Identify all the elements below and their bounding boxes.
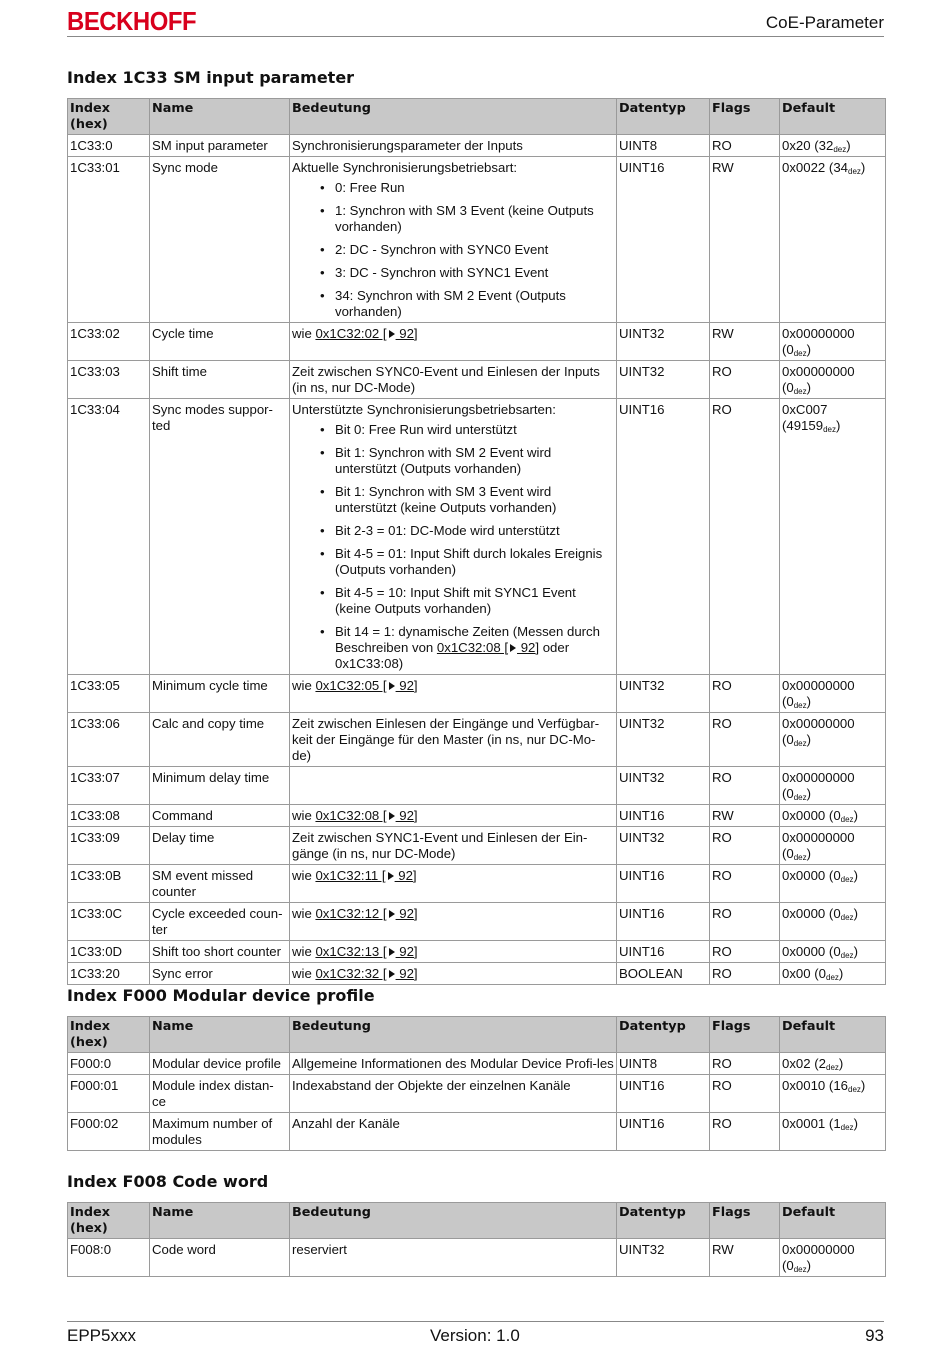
table-header-row — [68, 99, 886, 135]
page-arrow-icon — [389, 970, 395, 978]
link-page: 92] — [395, 966, 418, 981]
table-row — [68, 805, 886, 827]
meaning-text: Aktuelle Synchronisierungsbetriebsart: — [292, 160, 518, 175]
flags-cell: RO — [710, 1053, 780, 1075]
default-value: 0x00000000 (0 — [782, 326, 855, 357]
meaning-cell — [290, 135, 617, 157]
decimal-subscript: dez — [826, 973, 839, 982]
default-cell — [780, 827, 886, 865]
column-header: Bedeutung — [290, 1203, 617, 1239]
flags-cell: RW — [710, 323, 780, 361]
table-1c33 — [67, 98, 886, 985]
cross-reference-link[interactable] — [315, 808, 417, 823]
name-cell: Shift time — [150, 361, 290, 399]
meaning-cell — [290, 865, 617, 903]
default-cell — [780, 399, 886, 675]
meaning-bullet-list — [292, 180, 614, 320]
datatype-cell: UINT8 — [617, 135, 710, 157]
default-close: ) — [806, 846, 812, 861]
default-value: 0x00000000 (0 — [782, 364, 855, 395]
page-arrow-icon — [389, 812, 395, 820]
meaning-cell — [290, 323, 617, 361]
datatype-cell: UINT16 — [617, 157, 710, 323]
link-page: 92] — [395, 678, 418, 693]
decimal-subscript: dez — [793, 853, 807, 862]
name-cell: Shift too short counter — [150, 941, 290, 963]
default-close: ) — [860, 1078, 866, 1093]
meaning-cell — [290, 1239, 617, 1277]
name-cell: Sync modes suppor-ted — [150, 399, 290, 675]
default-close: ) — [846, 138, 851, 153]
header-divider — [67, 36, 884, 37]
table-header-row — [68, 1017, 886, 1053]
name-cell: SM input parameter — [150, 135, 290, 157]
default-cell — [780, 1239, 886, 1277]
table-row — [68, 675, 886, 713]
decimal-subscript: dez — [848, 1085, 861, 1094]
table-header-row — [68, 1203, 886, 1239]
flags-cell: RW — [710, 805, 780, 827]
index-cell: 1C33:20 — [68, 963, 150, 985]
datatype-cell: UINT16 — [617, 865, 710, 903]
index-cell: 1C33:04 — [68, 399, 150, 675]
meaning-cell — [290, 1113, 617, 1151]
default-cell — [780, 805, 886, 827]
default-close: ) — [806, 342, 812, 357]
column-header: Default — [780, 1017, 886, 1053]
name-cell: SM event missed counter — [150, 865, 290, 903]
bullet-item: • Bit 1: Synchron with SM 3 Event wird unterstützt (keine Outputs vorhanden) — [320, 484, 614, 516]
meaning-cell — [290, 903, 617, 941]
default-close: ) — [806, 786, 812, 801]
meaning-cell — [290, 399, 617, 675]
default-close: ) — [806, 380, 812, 395]
link-label: 0x1C32:32 [ — [315, 966, 387, 981]
meaning-cell — [290, 1053, 617, 1075]
datatype-cell: UINT32 — [617, 767, 710, 805]
decimal-subscript: dez — [823, 425, 836, 434]
bullet-item: • Bit 0: Free Run wird unterstützt — [320, 422, 614, 438]
meaning-cell — [290, 1075, 617, 1113]
default-cell — [780, 903, 886, 941]
column-header: Name — [150, 99, 290, 135]
default-cell — [780, 1113, 886, 1151]
name-cell: Modular device profile — [150, 1053, 290, 1075]
table-row — [68, 865, 886, 903]
flags-cell: RO — [710, 135, 780, 157]
default-value: 0x00000000 (0 — [782, 678, 855, 709]
column-header: Datentyp — [617, 1017, 710, 1053]
page-arrow-icon — [389, 910, 395, 918]
default-cell — [780, 1075, 886, 1113]
index-cell: 1C33:01 — [68, 157, 150, 323]
decimal-subscript: dez — [826, 1063, 839, 1072]
meaning-cell — [290, 157, 617, 323]
datatype-cell: UINT16 — [617, 805, 710, 827]
datatype-cell: UINT32 — [617, 323, 710, 361]
column-header: Bedeutung — [290, 1017, 617, 1053]
table-row — [68, 1075, 886, 1113]
decimal-subscript: dez — [793, 1265, 807, 1274]
meaning-text: Anzahl der Kanäle — [292, 1116, 400, 1131]
default-value: 0x0010 (16 — [782, 1078, 848, 1093]
page-arrow-icon — [388, 872, 394, 880]
meaning-text: Zeit zwischen SYNC1-Event und Einlesen der Ein-gänge (in ns, nur DC-Mode) — [292, 830, 588, 861]
meaning-cell — [290, 827, 617, 865]
index-cell: 1C33:08 — [68, 805, 150, 827]
decimal-subscript: dez — [840, 951, 854, 960]
datatype-cell: UINT32 — [617, 1239, 710, 1277]
default-cell — [780, 1053, 886, 1075]
datatype-cell: UINT32 — [617, 827, 710, 865]
name-cell: Maximum number of modules — [150, 1113, 290, 1151]
flags-cell: RO — [710, 361, 780, 399]
meaning-cell — [290, 805, 617, 827]
default-close: ) — [806, 1258, 812, 1273]
section-title-1c33: Index 1C33 SM input parameter — [67, 68, 355, 87]
bullet-item — [320, 624, 614, 672]
decimal-subscript: dez — [840, 815, 854, 824]
default-close: ) — [806, 694, 812, 709]
column-header: Flags — [710, 99, 780, 135]
flags-cell: RW — [710, 1239, 780, 1277]
cross-reference-link[interactable] — [315, 966, 417, 981]
reference-prefix: Bit 14 = 1: dynamische Zeiten (Messen durch Beschreiben von — [335, 624, 600, 655]
default-value: 0x00000000 (0 — [782, 716, 855, 747]
page-arrow-icon — [389, 330, 395, 338]
name-cell: Cycle exceeded coun-ter — [150, 903, 290, 941]
reference-prefix: wie — [292, 868, 316, 883]
reference-prefix: wie — [292, 944, 316, 959]
decimal-subscript: dez — [840, 875, 854, 884]
flags-cell: RO — [710, 713, 780, 767]
default-cell — [780, 157, 886, 323]
name-cell: Minimum cycle time — [150, 675, 290, 713]
link-page: 92] — [395, 906, 418, 921]
decimal-subscript: dez — [793, 387, 807, 396]
default-close: ) — [860, 160, 866, 175]
bullet-item: • Bit 1: Synchron with SM 2 Event wird unterstützt (Outputs vorhanden) — [320, 445, 614, 477]
reference-prefix: wie — [292, 678, 316, 693]
cross-reference-link[interactable] — [315, 868, 416, 883]
bullet-item: • 3: DC - Synchron with SYNC1 Event — [320, 265, 614, 281]
flags-cell: RO — [710, 1075, 780, 1113]
table-row — [68, 399, 886, 675]
table-row — [68, 135, 886, 157]
column-header: Datentyp — [617, 1203, 710, 1239]
index-cell: 1C33:06 — [68, 713, 150, 767]
index-cell: 1C33:09 — [68, 827, 150, 865]
default-close: ) — [853, 1116, 858, 1131]
table-row — [68, 361, 886, 399]
name-cell: Module index distan-ce — [150, 1075, 290, 1113]
default-value: 0x00000000 (0 — [782, 1242, 855, 1273]
page-arrow-icon — [389, 948, 395, 956]
table-f008 — [67, 1202, 886, 1277]
decimal-subscript: dez — [848, 167, 861, 176]
datatype-cell: UINT32 — [617, 713, 710, 767]
section-title-f000: Index F000 Modular device profile — [67, 986, 375, 1005]
default-value: 0x00 (0 — [782, 966, 826, 981]
flags-cell: RO — [710, 903, 780, 941]
index-cell: 1C33:0B — [68, 865, 150, 903]
column-header: Name — [150, 1203, 290, 1239]
default-cell — [780, 941, 886, 963]
default-value: 0x0000 (0 — [782, 868, 841, 883]
decimal-subscript: dez — [793, 349, 807, 358]
bullet-item: • 34: Synchron with SM 2 Event (Outputs vorhanden) — [320, 288, 614, 320]
table-row — [68, 713, 886, 767]
flags-cell: RO — [710, 675, 780, 713]
table-row — [68, 157, 886, 323]
link-label: 0x1C32:13 [ — [315, 944, 387, 959]
meaning-cell — [290, 713, 617, 767]
datatype-cell: UINT16 — [617, 941, 710, 963]
default-close: ) — [838, 1056, 844, 1071]
default-cell — [780, 135, 886, 157]
index-cell: 1C33:03 — [68, 361, 150, 399]
footer-product: EPP5xxx — [67, 1326, 136, 1345]
default-cell — [780, 865, 886, 903]
table-row — [68, 1053, 886, 1075]
index-cell: F000:01 — [68, 1075, 150, 1113]
name-cell: Sync mode — [150, 157, 290, 323]
default-close: ) — [853, 868, 858, 883]
index-cell: 1C33:0 — [68, 135, 150, 157]
table-row — [68, 1113, 886, 1151]
bullet-item: • Bit 4-5 = 10: Input Shift mit SYNC1 Event (keine Outputs vorhanden) — [320, 585, 614, 617]
column-header: Flags — [710, 1017, 780, 1053]
default-cell — [780, 675, 886, 713]
datatype-cell: UINT32 — [617, 361, 710, 399]
index-cell: 1C33:05 — [68, 675, 150, 713]
footer-divider — [67, 1321, 884, 1322]
flags-cell: RW — [710, 157, 780, 323]
datatype-cell: UINT16 — [617, 903, 710, 941]
default-value: 0x00000000 (0 — [782, 830, 855, 861]
datatype-cell: BOOLEAN — [617, 963, 710, 985]
default-value: 0x20 (32 — [782, 138, 834, 153]
link-label: 0x1C32:02 [ — [315, 326, 387, 341]
name-cell: Calc and copy time — [150, 713, 290, 767]
page-arrow-icon — [389, 682, 395, 690]
column-header: Flags — [710, 1203, 780, 1239]
reference-prefix: wie — [292, 326, 316, 341]
decimal-subscript: dez — [840, 1123, 854, 1132]
datatype-cell: UINT16 — [617, 1075, 710, 1113]
column-header: Index (hex) — [68, 99, 150, 135]
name-cell: Sync error — [150, 963, 290, 985]
flags-cell: RO — [710, 399, 780, 675]
page-arrow-icon — [510, 644, 516, 652]
default-close: ) — [835, 418, 841, 433]
default-value: 0x0001 (1 — [782, 1116, 841, 1131]
table-row — [68, 941, 886, 963]
bullet-item: • 1: Synchron with SM 3 Event (keine Outputs vorhanden) — [320, 203, 614, 235]
index-cell: 1C33:02 — [68, 323, 150, 361]
decimal-subscript: dez — [840, 913, 854, 922]
meaning-cell — [290, 361, 617, 399]
index-cell: 1C33:0C — [68, 903, 150, 941]
default-value: 0x0000 (0 — [782, 944, 841, 959]
name-cell: Minimum delay time — [150, 767, 290, 805]
meaning-cell — [290, 767, 617, 805]
name-cell: Code word — [150, 1239, 290, 1277]
default-value: 0x00000000 (0 — [782, 770, 855, 801]
decimal-subscript: dez — [793, 739, 807, 748]
default-cell — [780, 963, 886, 985]
index-cell: F000:0 — [68, 1053, 150, 1075]
index-cell: 1C33:07 — [68, 767, 150, 805]
meaning-bullet-list — [292, 422, 614, 672]
index-cell: F000:02 — [68, 1113, 150, 1151]
datatype-cell: UINT16 — [617, 399, 710, 675]
meaning-text: Zeit zwischen SYNC0-Event und Einlesen der Inputs (in ns, nur DC-Mode) — [292, 364, 600, 395]
default-cell — [780, 323, 886, 361]
footer-version: Version: 1.0 — [430, 1326, 520, 1345]
index-cell: F008:0 — [68, 1239, 150, 1277]
link-page: 92] — [395, 944, 418, 959]
meaning-text: reserviert — [292, 1242, 347, 1257]
cross-reference-link[interactable] — [315, 326, 417, 341]
default-value: 0x0000 (0 — [782, 808, 841, 823]
meaning-cell — [290, 941, 617, 963]
beckhoff-logo: BECKHOFF — [67, 6, 197, 36]
table-row — [68, 827, 886, 865]
datatype-cell: UINT16 — [617, 1113, 710, 1151]
flags-cell: RO — [710, 865, 780, 903]
decimal-subscript: dez — [793, 701, 807, 710]
section-title-f008: Index F008 Code word — [67, 1172, 269, 1191]
flags-cell: RO — [710, 963, 780, 985]
table-row — [68, 1239, 886, 1277]
datatype-cell: UINT32 — [617, 675, 710, 713]
default-close: ) — [838, 966, 844, 981]
table-row — [68, 903, 886, 941]
default-close: ) — [853, 906, 858, 921]
reference-prefix: wie — [292, 906, 316, 921]
link-label: 0x1C32:08 [ — [436, 640, 509, 655]
column-header: Datentyp — [617, 99, 710, 135]
bullet-item: • Bit 4-5 = 01: Input Shift durch lokales Ereignis (Outputs vorhanden) — [320, 546, 614, 578]
footer-page-number: 93 — [865, 1326, 884, 1345]
flags-cell: RO — [710, 767, 780, 805]
link-label: 0x1C32:08 [ — [315, 808, 387, 823]
cross-reference-link[interactable] — [315, 944, 417, 959]
default-close: ) — [806, 732, 812, 747]
column-header: Index (hex) — [68, 1203, 150, 1239]
default-cell — [780, 713, 886, 767]
name-cell: Delay time — [150, 827, 290, 865]
default-cell — [780, 361, 886, 399]
reference-prefix: wie — [292, 966, 316, 981]
cross-reference-link[interactable] — [437, 640, 539, 655]
table-row — [68, 323, 886, 361]
default-value: 0x0000 (0 — [782, 906, 841, 921]
column-header: Index (hex) — [68, 1017, 150, 1053]
meaning-text: Synchronisierungsparameter der Inputs — [292, 138, 523, 153]
decimal-subscript: dez — [793, 793, 807, 802]
default-value: 0x0022 (34 — [782, 160, 848, 175]
bullet-item: • Bit 2-3 = 01: DC-Mode wird unterstützt — [320, 523, 614, 539]
column-header: Bedeutung — [290, 99, 617, 135]
link-page: 92] — [517, 640, 540, 655]
bullet-item: • 2: DC - Synchron with SYNC0 Event — [320, 242, 614, 258]
meaning-cell — [290, 963, 617, 985]
flags-cell: RO — [710, 827, 780, 865]
header-title: CoE-Parameter — [765, 13, 884, 32]
meaning-text: Allgemeine Informationen des Modular Device Profi-les — [292, 1056, 614, 1071]
name-cell: Cycle time — [150, 323, 290, 361]
index-cell: 1C33:0D — [68, 941, 150, 963]
default-value: 0xC007 (49159 — [782, 402, 828, 433]
name-cell: Command — [150, 805, 290, 827]
table-row — [68, 963, 886, 985]
reference-suffix: oder 0x1C33:08) — [335, 640, 570, 671]
bullet-item: • 0: Free Run — [320, 180, 614, 196]
default-value: 0x02 (2 — [782, 1056, 826, 1071]
link-label: 0x1C32:11 [ — [315, 868, 386, 883]
cross-reference-link[interactable] — [315, 678, 417, 693]
table-f000 — [67, 1016, 886, 1151]
link-page: 92] — [394, 868, 417, 883]
column-header: Default — [780, 99, 886, 135]
link-page: 92] — [395, 326, 418, 341]
flags-cell: RO — [710, 1113, 780, 1151]
meaning-text: Indexabstand der Objekte der einzelnen Kanäle — [292, 1078, 571, 1093]
link-page: 92] — [395, 808, 418, 823]
cross-reference-link[interactable] — [315, 906, 417, 921]
default-cell — [780, 767, 886, 805]
link-label: 0x1C32:05 [ — [315, 678, 387, 693]
meaning-cell — [290, 675, 617, 713]
datatype-cell: UINT8 — [617, 1053, 710, 1075]
default-close: ) — [853, 944, 858, 959]
column-header: Name — [150, 1017, 290, 1053]
link-label: 0x1C32:12 [ — [315, 906, 387, 921]
flags-cell: RO — [710, 941, 780, 963]
meaning-text: Zeit zwischen Einlesen der Eingänge und Verfügbar-keit der Eingänge für den Master (in ns, nur DC-Mo-de) — [292, 716, 600, 763]
meaning-text: Unterstützte Synchronisierungsbetriebsarten: — [292, 402, 556, 417]
column-header: Default — [780, 1203, 886, 1239]
reference-prefix: wie — [292, 808, 316, 823]
default-close: ) — [853, 808, 858, 823]
table-row — [68, 767, 886, 805]
decimal-subscript: dez — [833, 145, 847, 154]
